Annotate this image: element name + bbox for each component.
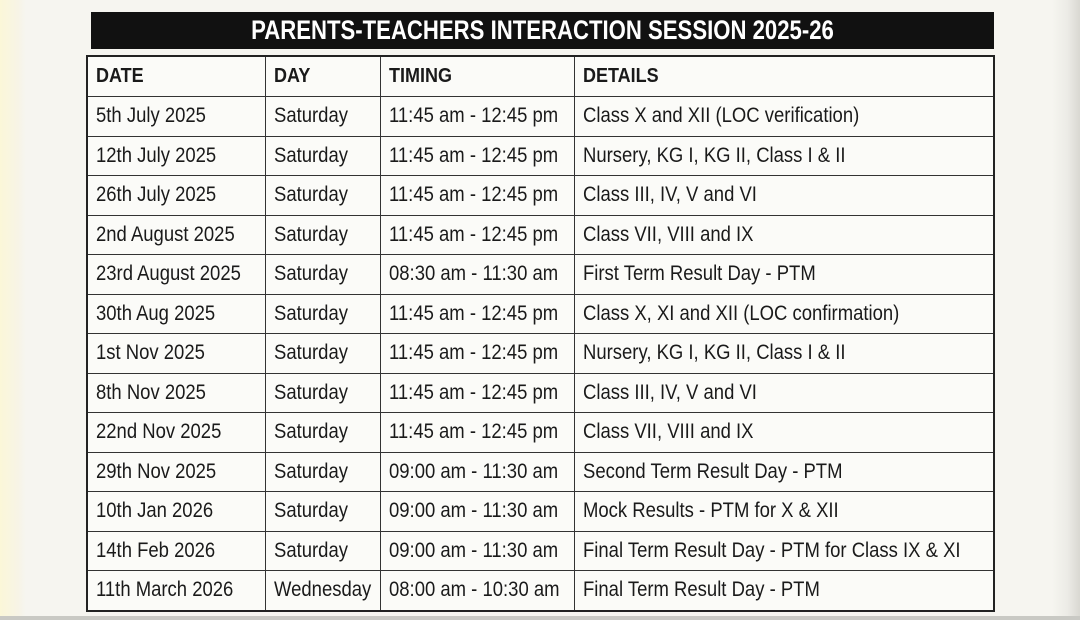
table-row (87, 215, 994, 255)
cell-details: Class VII, VIII and IX (574, 215, 994, 255)
cell-day: Wednesday (265, 571, 380, 611)
table-row (87, 571, 994, 611)
cell-timing: 09:00 am - 11:30 am (380, 492, 574, 532)
cell-timing: 08:30 am - 11:30 am (380, 255, 574, 295)
cell-date: 8th Nov 2025 (87, 373, 265, 413)
page-edge-left (0, 0, 26, 620)
cell-details: First Term Result Day - PTM (574, 255, 994, 295)
cell-day: Saturday (265, 452, 380, 492)
cell-details: Final Term Result Day - PTM for Class IX & XI (574, 531, 994, 571)
page-edge-right (1052, 0, 1080, 620)
cell-date: 2nd August 2025 (87, 215, 265, 255)
table-row (87, 255, 994, 295)
cell-timing: 11:45 am - 12:45 pm (380, 176, 574, 216)
column-header-day: DAY (265, 56, 380, 97)
cell-details: Second Term Result Day - PTM (574, 452, 994, 492)
cell-timing: 11:45 am - 12:45 pm (380, 136, 574, 176)
cell-day: Saturday (265, 492, 380, 532)
cell-date: 10th Jan 2026 (87, 492, 265, 532)
table-row (87, 413, 994, 453)
cell-timing: 11:45 am - 12:45 pm (380, 97, 574, 137)
cell-details: Class X and XII (LOC verification) (574, 97, 994, 137)
column-header-timing: TIMING (380, 56, 574, 97)
cell-day: Saturday (265, 255, 380, 295)
cell-details: Class X, XI and XII (LOC confirmation) (574, 294, 994, 334)
cell-date: 26th July 2025 (87, 176, 265, 216)
cell-details: Nursery, KG I, KG II, Class I & II (574, 334, 994, 374)
cell-timing: 11:45 am - 12:45 pm (380, 373, 574, 413)
cell-date: 23rd August 2025 (87, 255, 265, 295)
cell-timing: 09:00 am - 11:30 am (380, 531, 574, 571)
cell-day: Saturday (265, 215, 380, 255)
cell-day: Saturday (265, 97, 380, 137)
cell-date: 30th Aug 2025 (87, 294, 265, 334)
table-row (87, 452, 994, 492)
table-row (87, 294, 994, 334)
cell-date: 12th July 2025 (87, 136, 265, 176)
table-row (87, 373, 994, 413)
cell-date: 22nd Nov 2025 (87, 413, 265, 453)
table-row (87, 334, 994, 374)
cell-timing: 09:00 am - 11:30 am (380, 452, 574, 492)
page-title: PARENTS-TEACHERS INTERACTION SESSION 2025-26 (251, 15, 834, 45)
cell-details: Mock Results - PTM for X & XII (574, 492, 994, 532)
cell-details: Class VII, VIII and IX (574, 413, 994, 453)
cell-timing: 11:45 am - 12:45 pm (380, 294, 574, 334)
cell-timing: 11:45 am - 12:45 pm (380, 413, 574, 453)
cell-day: Saturday (265, 413, 380, 453)
cell-details: Nursery, KG I, KG II, Class I & II (574, 136, 994, 176)
column-header-details: DETAILS (574, 56, 994, 97)
table-row (87, 136, 994, 176)
cell-date: 11th March 2026 (87, 571, 265, 611)
cell-day: Saturday (265, 294, 380, 334)
cell-day: Saturday (265, 136, 380, 176)
page-bottom-edge (0, 616, 1080, 620)
cell-day: Saturday (265, 531, 380, 571)
title-banner (91, 12, 994, 49)
table-row (87, 492, 994, 532)
column-header-date: DATE (87, 56, 265, 97)
cell-date: 14th Feb 2026 (87, 531, 265, 571)
cell-day: Saturday (265, 373, 380, 413)
cell-date: 1st Nov 2025 (87, 334, 265, 374)
schedule-table (86, 55, 995, 612)
cell-details: Class III, IV, V and VI (574, 373, 994, 413)
cell-timing: 11:45 am - 12:45 pm (380, 334, 574, 374)
cell-day: Saturday (265, 334, 380, 374)
cell-details: Final Term Result Day - PTM (574, 571, 994, 611)
cell-timing: 08:00 am - 10:30 am (380, 571, 574, 611)
cell-date: 29th Nov 2025 (87, 452, 265, 492)
table-row (87, 97, 994, 137)
cell-day: Saturday (265, 176, 380, 216)
table-row (87, 176, 994, 216)
header-row (87, 56, 994, 97)
cell-timing: 11:45 am - 12:45 pm (380, 215, 574, 255)
cell-date: 5th July 2025 (87, 97, 265, 137)
table-row (87, 531, 994, 571)
cell-details: Class III, IV, V and VI (574, 176, 994, 216)
